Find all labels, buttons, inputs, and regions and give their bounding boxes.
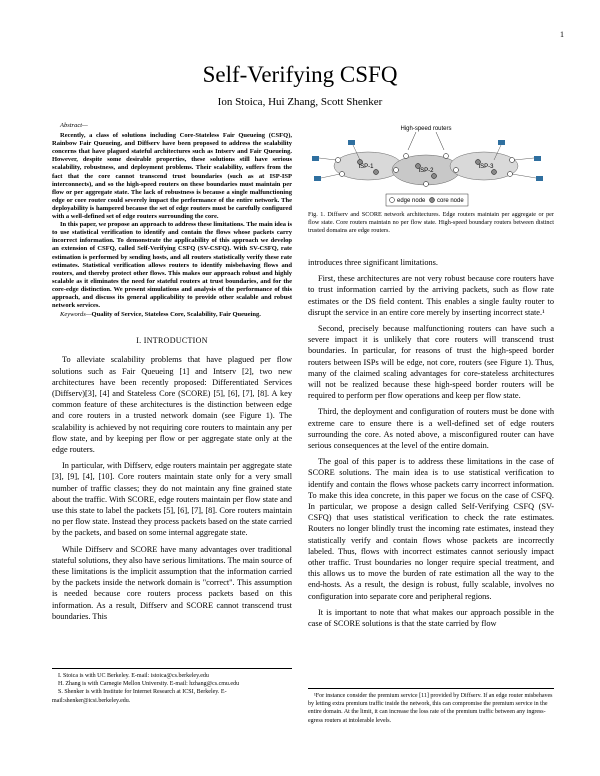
abstract-paragraph: In this paper, we propose an approach to address these limitations. The main idea is to use statistical verification to identify and contain the flows whose packets carry incorrect information. To demonstrate the applicability of this approach we develop an extension of CSFQ, called Self-Verifying CSFQ (SV-CSFQ). With SV-CSFQ, rate estimation is performed by sending hosts, and all routers statistically verify these rate estimates. Statistical verification allows routers to identify misbehaving flows and routers, and thereby protect other flows. This makes our approach robust and highly scalable as it eliminates the need for stateful routers at trust boundaries, and for the core-edge distinction. We present simulations and analysis of the performance of this approach, and discuss its general applicability to provide other scalable and robust network services. [52, 221, 292, 310]
body-paragraph: introduces three significant limitations. [308, 258, 438, 267]
figure-network-architecture [308, 122, 554, 208]
keywords-text: Quality of Service, Stateless Core, Scalability, Fair Queueing. [91, 311, 261, 319]
legend-edge-label: edge node [397, 198, 426, 204]
body-paragraph: Third, the deployment and configuration of routers must be done with extreme care to ensure there is a well-defined set of edge routers surrounding the core. As noted above, a misconfigured router can have serious consequences at the level of the entire domain. [308, 407, 554, 451]
core-node [416, 164, 421, 169]
page-number: 1 [560, 30, 564, 39]
left-column [52, 122, 292, 627]
intro-paragraph: To alleviate scalability problems that have plagued per flow solutions such as Fair Queueing [1] and Intserv [2], two new architectures have been recently proposed: Differentiated Services (Diffserv)[3], [4] and Stateless Core (SCORE) [5], [6], [7], [8]. A key common feature of these architectures is the distinction between edge and core routers in a trusted network domain (see Figure 1). The scalability is achieved by not requiring core routers to maintain any per flow state, and by keeping per flow or per aggregate state only at the edge routers. [52, 355, 292, 454]
core-node [476, 160, 481, 165]
legend-core-node-icon [430, 198, 435, 203]
body-paragraph: First, these architectures are not very robust because core routers have to trust information carried by the arriving packets, such as flow rate estimates or the DS field content. This enables a single faulty router to disrupt the service in an entire core merely by inserting incorrect state.¹ [308, 274, 554, 317]
legend-edge-node-icon [390, 198, 395, 203]
pointer-line [408, 132, 416, 150]
isp-label: ISP-2 [418, 168, 434, 174]
affiliation-line: I. Stoica is with UC Berkeley. E-mail: istoica@cs.berkeley.edu [58, 673, 209, 679]
network-diagram [308, 122, 554, 208]
affiliation-line: S. Shenker is with Institute for Internet Research at ICSI, Berkeley. E-mail:shenker@icsi.berkeley.edu. [52, 689, 227, 704]
core-node [492, 170, 497, 175]
abstract-paragraph: Recently, a class of solutions including Core-Stateless Fair Queueing (CSFQ), Rainbow Fair Queueing, and Diffserv have been proposed to address the scalability concerns that have plagued stateful architectures such as Intserv and Fair Queueing. However, despite some desirable properties, these solutions still have serious scalability, robustness, and deployment problems. Their scalability, suffers from the fact that the core cannot transcend trust boundaries (such as at ISP-ISP interconnects), and so the high-speed routers on these boundaries must maintain per flow or per aggregate state. The lack of robustness is because a single malfunctioning edge or core router could severely impact the performance of the entire network. The deployability is hampered because the set of edge routers must be carefully configured with a well-defined set of edge routers surrounding the core. [52, 132, 292, 221]
edge-node [340, 172, 345, 177]
core-node [358, 160, 363, 165]
right-column [308, 122, 554, 634]
host-icon [536, 176, 543, 181]
paper-title: Self-Verifying CSFQ [202, 62, 398, 87]
footnote [308, 688, 554, 725]
host-icon [312, 156, 319, 161]
host-icon [348, 140, 355, 145]
pointer-line [436, 132, 444, 150]
host-icon [314, 176, 321, 181]
abstract [52, 122, 292, 310]
edge-node [510, 158, 515, 163]
edge-node [508, 172, 513, 177]
legend-core-label: core node [437, 198, 464, 204]
isp-label: ISP-1 [358, 164, 374, 170]
author-affiliations [52, 668, 292, 705]
footnote-text: ¹For instance consider the premium service [11] provided by Diffserv. If an edge router misbehaves by letting extra premium traffic inside the network, this can compromise the premium service in the entire domain. At the limit, it can increase the loss rate of the premium traffic between any ingress-egress routers at intolerable levels. [308, 693, 553, 724]
body-paragraph: It is important to note that what makes our approach possible in the case of SCORE solutions is that the state carried by flow [308, 607, 554, 629]
host-icon [498, 140, 505, 145]
edge-node [444, 154, 449, 159]
affiliation-line: H. Zhang is with Carnegie Mellon University. E-mail: hzhang@cs.cmu.edu [58, 681, 240, 688]
section-heading-introduction: I. INTRODUCTION [136, 336, 208, 346]
edge-node [424, 182, 429, 187]
body-paragraph: The goal of this paper is to address these limitations in the case of SCORE solutions. The main idea is to use statistical verification to identify and contain the flows whose packets carry incorrect information. To make this idea concrete, in this paper we focus on the case of CSFQ. In particular, we propose a design called Self-Verifying CSFQ (SV-CSFQ) that uses statistical verification to check the rate estimates. Routers no longer blindly trust the incoming rate estimates, instead they statistically verify and contain flows whose packets are incorrectly labeled. Thus, flows with incorrect estimates cannot seriously impact other traffic. Trust boundaries no longer require special treatment, and this allows us to move the burden of rate estimation all the way to the end-hosts. As a result, the design is robust, fully scalable, involves no configuration into separate core and peripheral regions. [308, 457, 554, 601]
host-icon [534, 156, 541, 161]
edge-node [394, 168, 399, 173]
core-node [374, 170, 379, 175]
figure-caption: Fig. 1. Diffserv and SCORE network architectures. Edge routers maintain per aggregate or per flow state. Core routers maintain no per flow state. High-speed boundary routers between distinct trusted domains are edge routers. [308, 211, 554, 234]
keywords-label: Keywords— [60, 311, 92, 319]
abstract-label: Abstract— [60, 122, 88, 129]
intro-paragraph: While Diffserv and SCORE have many advantages over traditional stateful solutions, they also have serious limitations. The main source of these limitations is the implicit assumption that the information carried by the packets inside the network domain is "correct". This assumption is needed because core routers process packets based on this information. As a result, Diffserv and SCORE cannot transcend trust boundaries. This [52, 544, 292, 621]
edge-node [404, 154, 409, 159]
right-body [308, 257, 554, 629]
edge-node [336, 158, 341, 163]
keywords [52, 311, 292, 319]
body-paragraph: Second, precisely because malfunctioning routers can have such a severe impact it is unlikely that core routers will transcend trust boundaries. In particular, for reasons of trust the high-speed border routers between ISPs will be edge, not core, routers (see Figure 1). Thus, many of the claimed scaling advantages for core-stateless architectures will not be realized because these high-speed border routers will be required to perform per flow operations and keep per flow state. [308, 324, 554, 401]
isp-label: ISP-3 [478, 164, 494, 170]
high-speed-routers-label: High-speed routers [400, 126, 452, 132]
intro-paragraph: In particular, with Diffserv, edge routers maintain per aggregate state [3], [9], [4], [10]. Core routers maintain state only for a very small number of traffic classes; they do not maintain any fine grained state about the traffic. With SCORE, edge routers maintain per flow state and use this state to label the packets [5], [6], [7], [8]. Core routers maintain no per flow state. Instead they process packets based on the state carried by the packets, and based on some internal aggregate state. [52, 461, 292, 538]
paper-authors: Ion Stoica, Hui Zhang, Scott Shenker [217, 96, 383, 108]
core-node [432, 174, 437, 179]
edge-node [454, 168, 459, 173]
